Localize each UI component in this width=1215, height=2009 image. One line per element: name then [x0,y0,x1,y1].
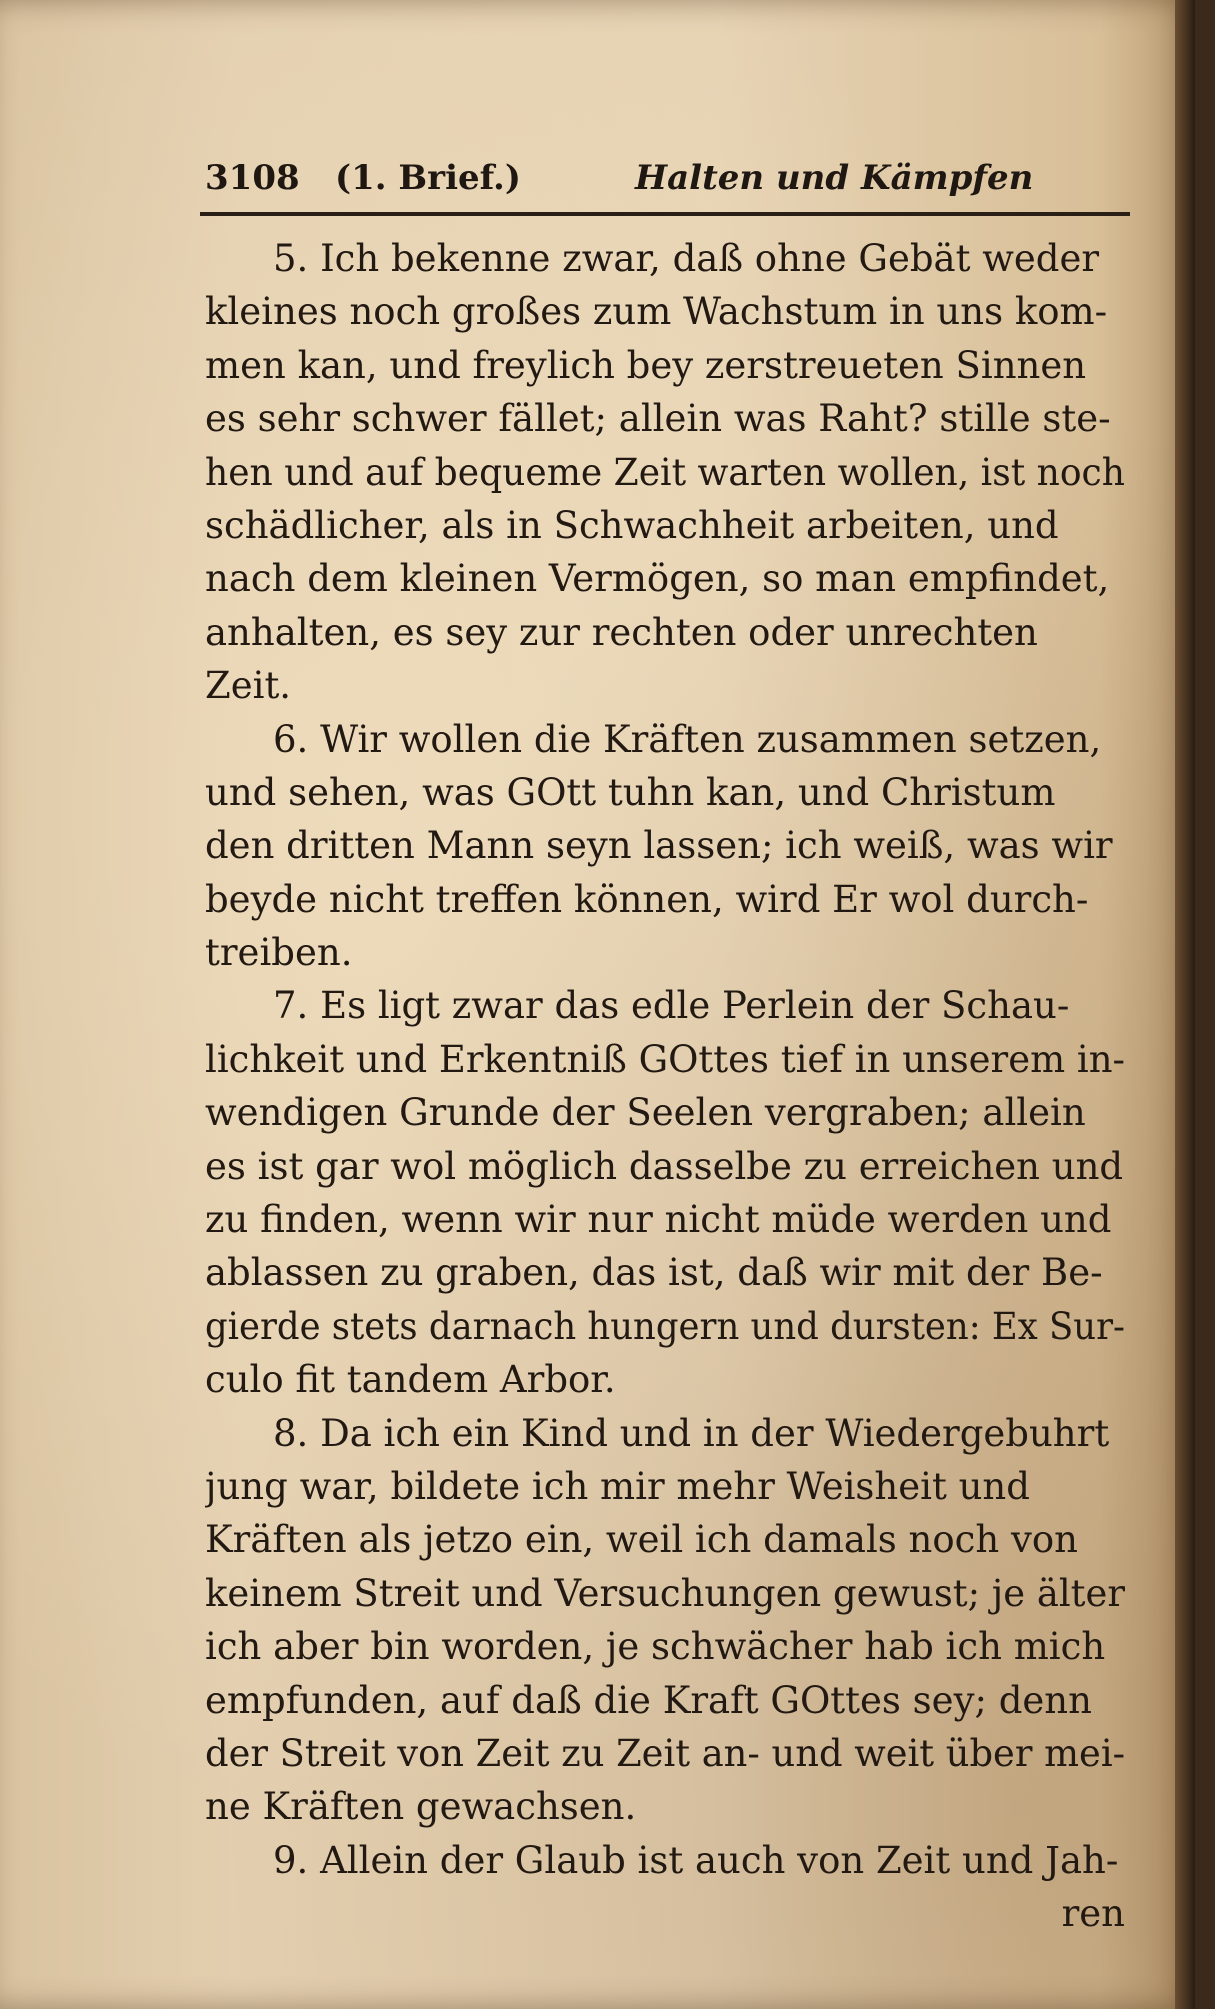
header-rule [200,212,1130,216]
text-line: ablassen zu graben, das ist, daß wir mit der Be- [205,1251,1103,1295]
text-line: der Streit von Zeit zu Zeit an- und weit über mei- [205,1731,1125,1775]
text-line: Zeit. [205,664,292,708]
text-line: ich aber bin worden, je schwächer hab ich mich [205,1625,1106,1669]
text-line: und sehen, was GOtt tuhn kan, und Christum [205,770,1056,814]
body-text [205,232,1125,1941]
letter-label: (1. Brief.) [335,158,521,198]
text-line: nach dem kleinen Vermögen, so man empfindet, [205,557,1110,601]
text-line: men kan, und freylich bey zerstreueten Sinnen [205,343,1087,387]
text-line: 9. Allein der Glaub ist auch von Zeit und Jah- [273,1838,1119,1882]
text-line: zu finden, wenn wir nur nicht müde werden und [205,1198,1112,1242]
text-line: hen und auf bequeme Zeit warten wollen, ist noch [205,450,1125,494]
text-line: es sehr schwer fället; allein was Raht? stille ste- [205,397,1111,441]
text-line: 7. Es ligt zwar das edle Perlein der Schau- [273,984,1070,1028]
text-line: es ist gar wol möglich dasselbe zu erreichen und [205,1144,1124,1188]
running-title: Halten und Kämpfen [635,158,1034,198]
text-line: beyde nicht treffen können, wird Er wol durch- [205,877,1089,921]
text-line: den dritten Mann seyn lassen; ich weiß, was wir [205,824,1113,868]
text-line: kleines noch großes zum Wachstum in uns kom- [205,290,1108,334]
running-header [205,158,1035,208]
page-edge-shadow [1175,0,1195,2009]
catchword: ren [1061,1892,1125,1936]
text-line: Kräften als jetzo ein, weil ich damals noch von [205,1518,1078,1562]
text-line: gierde stets darnach hungern und dursten: Ex Sur- [205,1304,1125,1348]
text-line: jung war, bildete ich mir mehr Weisheit und [205,1464,1030,1508]
text-line: 8. Da ich ein Kind und in der Wiedergebuhrt [273,1411,1110,1455]
text-line: lichkeit und Erkentniß GOttes tief in unserem in- [205,1037,1125,1081]
text-line: wendigen Grunde der Seelen vergraben; allein [205,1091,1086,1135]
text-line: empfunden, auf daß die Kraft GOttes sey; denn [205,1678,1092,1722]
text-line: anhalten, es sey zur rechten oder unrechten [205,610,1038,654]
text-line: 6. Wir wollen die Kräften zusammen setzen, [273,717,1102,761]
text-line: 5. Ich bekenne zwar, daß ohne Gebät weder [273,237,1100,280]
page-number: 3108 [205,158,300,198]
text-line: treiben. [205,931,353,975]
text-line: schädlicher, als in Schwachheit arbeiten, und [205,503,1059,547]
text-line: ne Kräften gewachsen. [205,1785,637,1829]
text-line: keinem Streit und Versuchungen gewust; je älter [205,1571,1125,1615]
text-line: culo fit tandem Arbor. [205,1358,616,1402]
